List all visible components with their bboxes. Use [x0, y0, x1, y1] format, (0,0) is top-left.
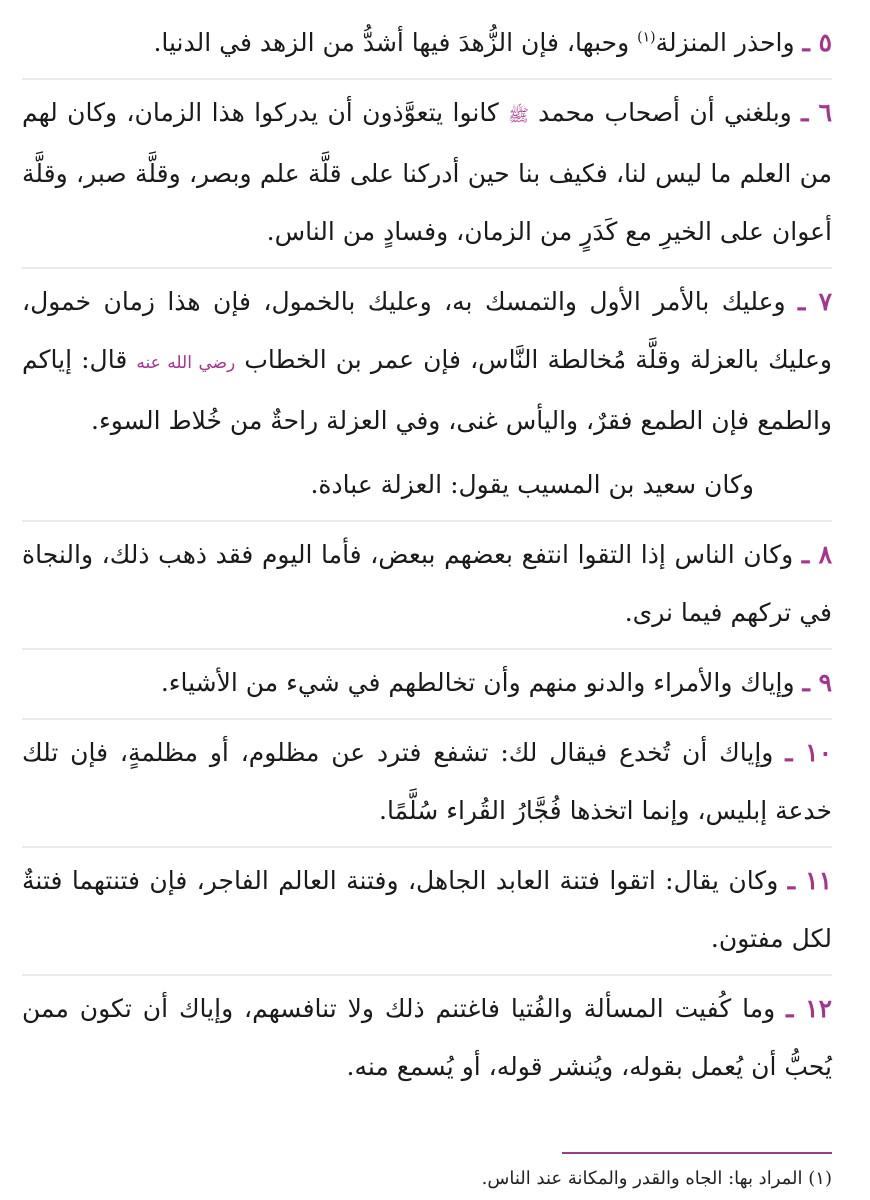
paragraph-text: وبلغني أن أصحاب محمد — [528, 98, 792, 127]
paragraph-text: وإياك أن تُخدع فيقال لك: تشفع فترد عن مظلوم، أو مظلمةٍ، فإن تلك خدعة إبليس، وإنما اتخذها فُجَّارُ القُراء سُلَّمًا. — [22, 738, 832, 825]
paragraph-8 — [22, 520, 832, 648]
paragraph-number: ١٠ ـ — [785, 738, 832, 767]
paragraph-number: ٦ ـ — [801, 98, 832, 127]
paragraph-5 — [22, 14, 832, 78]
footnote — [22, 1166, 832, 1192]
paragraph-text: واحذر المنزلة — [655, 28, 795, 57]
paragraph-7-continuation — [22, 456, 832, 520]
paragraph-number: ١١ ـ — [787, 866, 833, 895]
paragraph-text: وما كُفيت المسألة والفُتيا فاغتنم ذلك ولا تنافسهم، وإياك أن تكون ممن يُحبُّ أن يُعمل بقوله، ويُنشر قوله، أو يُسمع منه. — [22, 994, 832, 1081]
paragraph-9 — [22, 648, 832, 718]
footnote-text: المراد بها: الجاه والقدر والمكانة عند الناس. — [481, 1168, 803, 1189]
paragraph-text: وكان سعيد بن المسيب يقول: العزلة عبادة. — [310, 470, 754, 499]
paragraph-text: قال: إياكم والطمع فإن الطمع فقرٌ، واليأس غنى، وفي العزلة راحةٌ من خُلاط السوء. — [22, 345, 832, 435]
paragraph-text: وكان يقال: اتقوا فتنة العابد الجاهل، وفتنة العالم الفاجر، فإن فتنتهما فتنةٌ لكل مفتون. — [22, 866, 832, 953]
paragraph-number: ٩ ـ — [802, 668, 832, 697]
paragraph-12 — [22, 974, 832, 1102]
paragraph-7 — [22, 267, 832, 456]
paragraph-11 — [22, 846, 832, 974]
paragraph-number: ٧ ـ — [798, 287, 832, 316]
paragraph-text: وكان الناس إذا التقوا انتفع بعضهم ببعض، فأما اليوم فقد ذهب ذلك، والنجاة في تركهم فيما نرى. — [22, 540, 832, 627]
honorific-glyph: ﷺ — [508, 106, 529, 126]
paragraph-number: ٨ ـ — [801, 540, 833, 569]
paragraph-number: ١٢ ـ — [786, 994, 833, 1023]
paragraph-text: وحبها، فإن الزُّهدَ فيها أشدُّ من الزهد في الدنيا. — [153, 28, 638, 57]
paragraph-text: كانوا يتعوَّذون أن يدركوا هذا الزمان، وكان لهم من العلم ما ليس لنا، فكيف بنا حين أدركنا على قلَّة علم وبصر، وقلَّة صبر، وقلَّة أعوان على الخيرِ مع كَدَرٍ من الزمان، وفسادٍ من الناس. — [22, 98, 832, 246]
footnote-number: (١) — [808, 1168, 832, 1189]
footnote-divider — [562, 1152, 832, 1154]
paragraph-6 — [22, 78, 832, 267]
footnote-reference[interactable]: (١) — [637, 29, 656, 46]
paragraph-10 — [22, 718, 832, 846]
paragraph-text: وعليك بالأمر الأول والتمسك به، وعليك بالخمول، فإن هذا زمان خمول، وعليك بالعزلة وقلَّة مُخالطة النَّاس، فإن عمر بن الخطاب — [22, 287, 832, 374]
paragraph-text: وإياك والأمراء والدنو منهم وأن تخالطهم في شيء من الأشياء. — [160, 668, 795, 697]
honorific-glyph: رضي الله عنه — [136, 353, 236, 373]
paragraph-number: ٥ ـ — [802, 28, 832, 57]
